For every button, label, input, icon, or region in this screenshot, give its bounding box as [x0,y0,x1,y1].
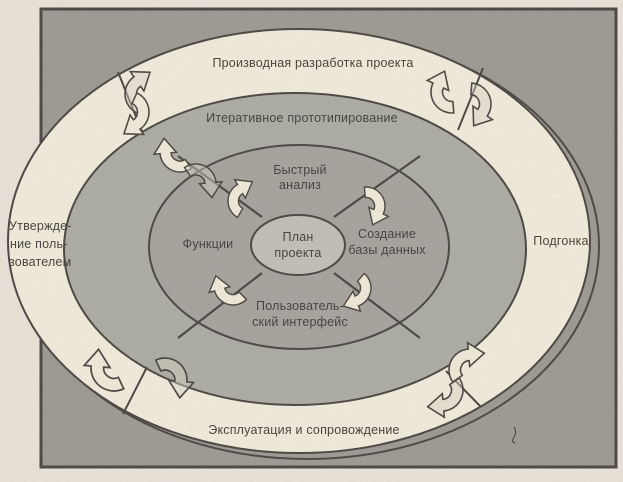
label-adjustment: Подгонка [533,234,589,248]
label-functions: Функции [182,237,234,251]
label-quick-analysis-line1: Быстрый [273,163,327,177]
label-user-interface-line2: ский интерфейс [252,315,348,329]
label-user-approval-line2: ние поль- [10,237,68,251]
label-user-approval-line1: Утвержде- [9,219,72,233]
label-project-plan-line2: проекта [274,246,322,260]
label-database-line2: базы данных [348,243,426,257]
label-quick-analysis-line2: анализ [278,178,322,192]
label-operation-maintenance: Эксплуатация и сопровождение [208,423,400,437]
label-project-plan-line1: План [282,230,314,244]
label-database-line1: Создание [358,227,416,241]
label-derivative-development: Производная разработка проекта [212,56,414,70]
label-iterative-prototyping: Итеративное прототипирование [206,111,398,125]
label-user-interface-line1: Пользователь- [256,299,344,313]
label-user-approval-line3: зователем [9,255,72,269]
